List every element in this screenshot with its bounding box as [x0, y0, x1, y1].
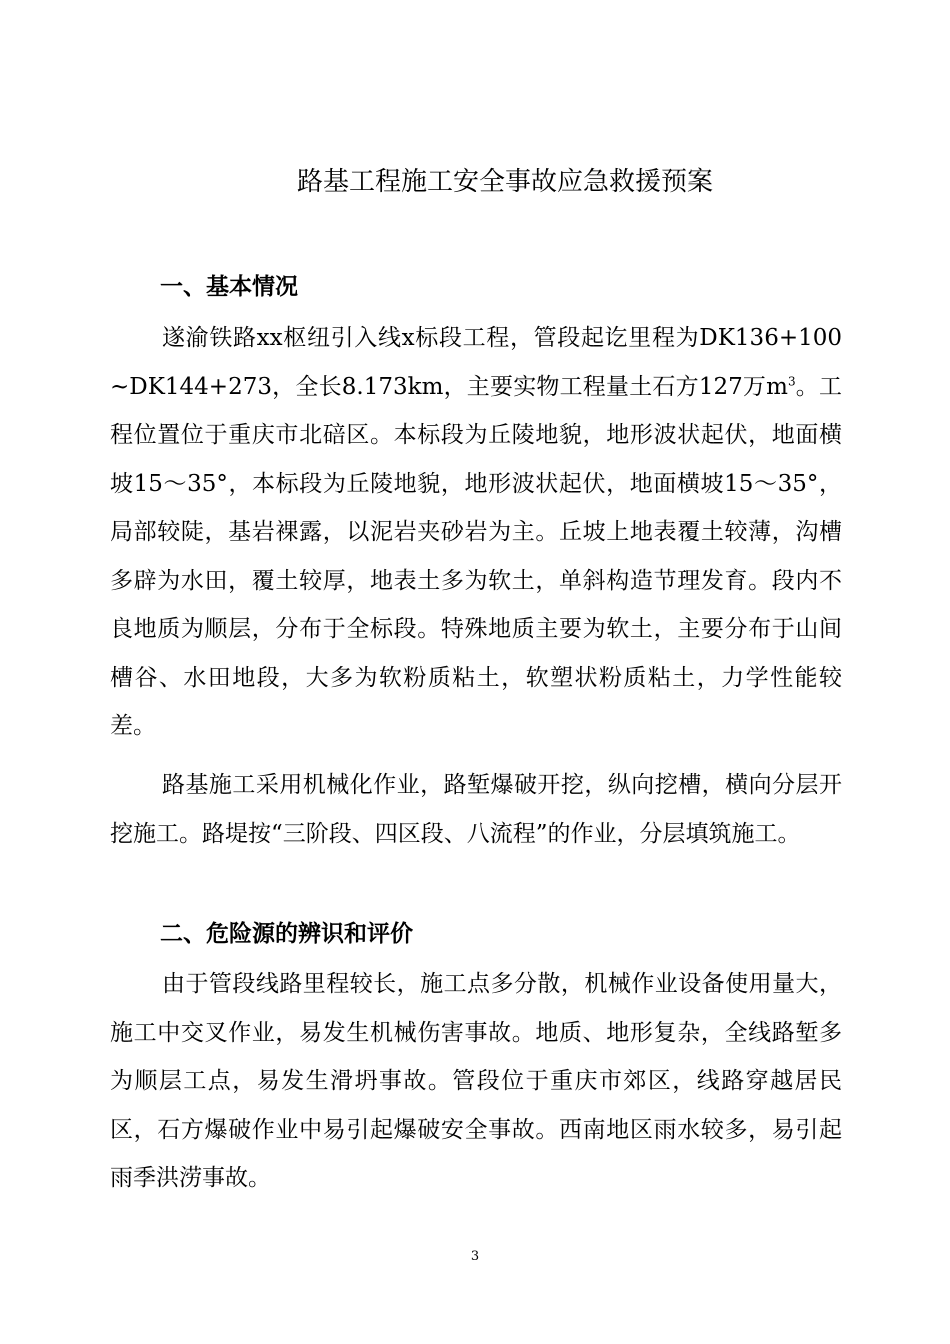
document-title: 路基工程施工安全事故应急救援预案 [296, 167, 713, 197]
section-heading-hazard-identification: 二、危险源的辨识和评价 [160, 921, 413, 947]
paragraph-text: 。工程位置位于重庆市北碚区。本标段为丘陵地貌，地形波状起伏，地面横坡15～35°，本标段为丘陵地貌，地形波状起伏，地面横坡15～35°，局部较陡，基岩裸露，以泥岩夹砂岩为主。丘坡上地表覆土较薄，沟槽多辟为水田，覆土较厚，地表土多为软土，单斜构造节理发育。段内不良地质为顺层，分布于全标段。特殊地质主要为软土，主要分布于山间槽谷、水田地段，大多为软粉质粘土，软塑状粉质粘土，力学性能较差。 [110, 373, 842, 739]
page-number: 3 [470, 1249, 480, 1264]
paragraph-project-overview [110, 314, 842, 751]
paragraph-hazard-description: 由于管段线路里程较长，施工点多分散，机械作业设备使用量大，施工中交叉作业，易发生机械伤害事故。地质、地形复杂，全线路堑多为顺层工点，易发生滑坍事故。管段位于重庆市郊区，线路穿越居民区，石方爆破作业中易引起爆破安全事故。西南地区雨水较多，易引起雨季洪涝事故。 [110, 971, 842, 1191]
paragraph-text: 遂渝铁路xx枢纽引入线x标段工程，管段起讫里程为DK136+100~DK144+273，全长8.173km，主要实物工程量土石方127万m [110, 325, 842, 400]
paragraph-construction-method: 路基施工采用机械化作业，路堑爆破开挖，纵向挖槽，横向分层开挖施工。路堤按“三阶段、四区段、八流程”的作业，分层填筑施工。 [110, 772, 842, 847]
superscript-cubic: 3 [787, 373, 796, 388]
section-heading-basic-info: 一、基本情况 [160, 274, 298, 300]
